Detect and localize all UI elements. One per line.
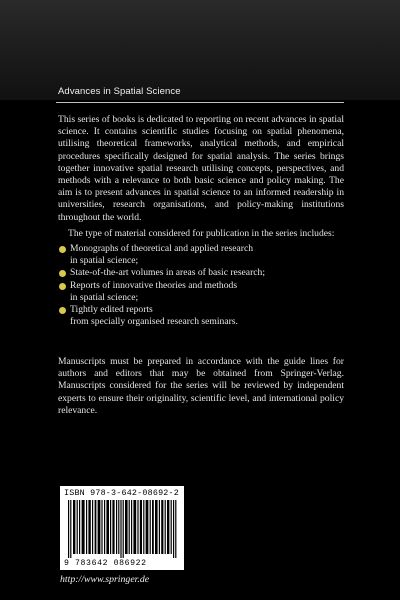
series-header	[56, 84, 344, 103]
list-item	[58, 243, 344, 267]
series-title: Advances in Spatial Science	[58, 86, 181, 97]
bullet-icon	[59, 307, 66, 314]
series-description	[58, 114, 344, 328]
list-item-line: in spatial science;	[70, 255, 139, 267]
list-item-line: from specially organised research seminars.	[70, 316, 238, 328]
material-list	[58, 243, 344, 328]
publisher-url[interactable]: http://www.springer.de	[60, 574, 150, 585]
barcode-number: 9 783642 086922	[64, 559, 147, 568]
list-item-line: Reports of innovative theories and methods	[70, 279, 238, 291]
manuscripts-paragraph: Manuscripts must be prepared in accordance with the guide lines for authors and editors that may be obtained from Springer-Verlag. Manuscripts considered for the series will be reviewed by independent experts to ensure their originality, scientific level, and international policy relevance.	[58, 356, 344, 416]
barcode-box	[60, 486, 184, 570]
list-item-line: Monographs of theoretical and applied research	[70, 243, 254, 255]
list-item	[58, 267, 344, 279]
list-item-line: State-of-the-art volumes in areas of basic research;	[70, 267, 265, 279]
list-item-line: in spatial science;	[70, 291, 139, 303]
bullet-icon	[59, 270, 66, 277]
list-item-line: Tightly edited reports	[70, 304, 153, 316]
list-item	[58, 280, 344, 304]
barcode-icon	[66, 500, 178, 558]
isbn-text: ISBN 978-3-642-08692-2	[64, 488, 179, 498]
bullet-icon	[59, 246, 66, 253]
description-paragraph-intro: The type of material considered for publication in the series includes:	[68, 227, 335, 239]
description-paragraph: This series of books is dedicated to reporting on recent advances in spatial science. It contains scientific studies focusing on spatial phenomena, utilising theoretical frameworks, analytical methods, and empirical procedures specifically designed for spatial analysis. The series brings together innovative spatial research utilising concepts, perspectives, and methods with a relevance to both basic science and policy making. The aim is to present advances in spatial science to an informed readership in universities, research organisations, and policy-making institutions throughout the world.	[58, 114, 344, 223]
list-item	[58, 304, 344, 328]
bullet-icon	[59, 283, 66, 290]
